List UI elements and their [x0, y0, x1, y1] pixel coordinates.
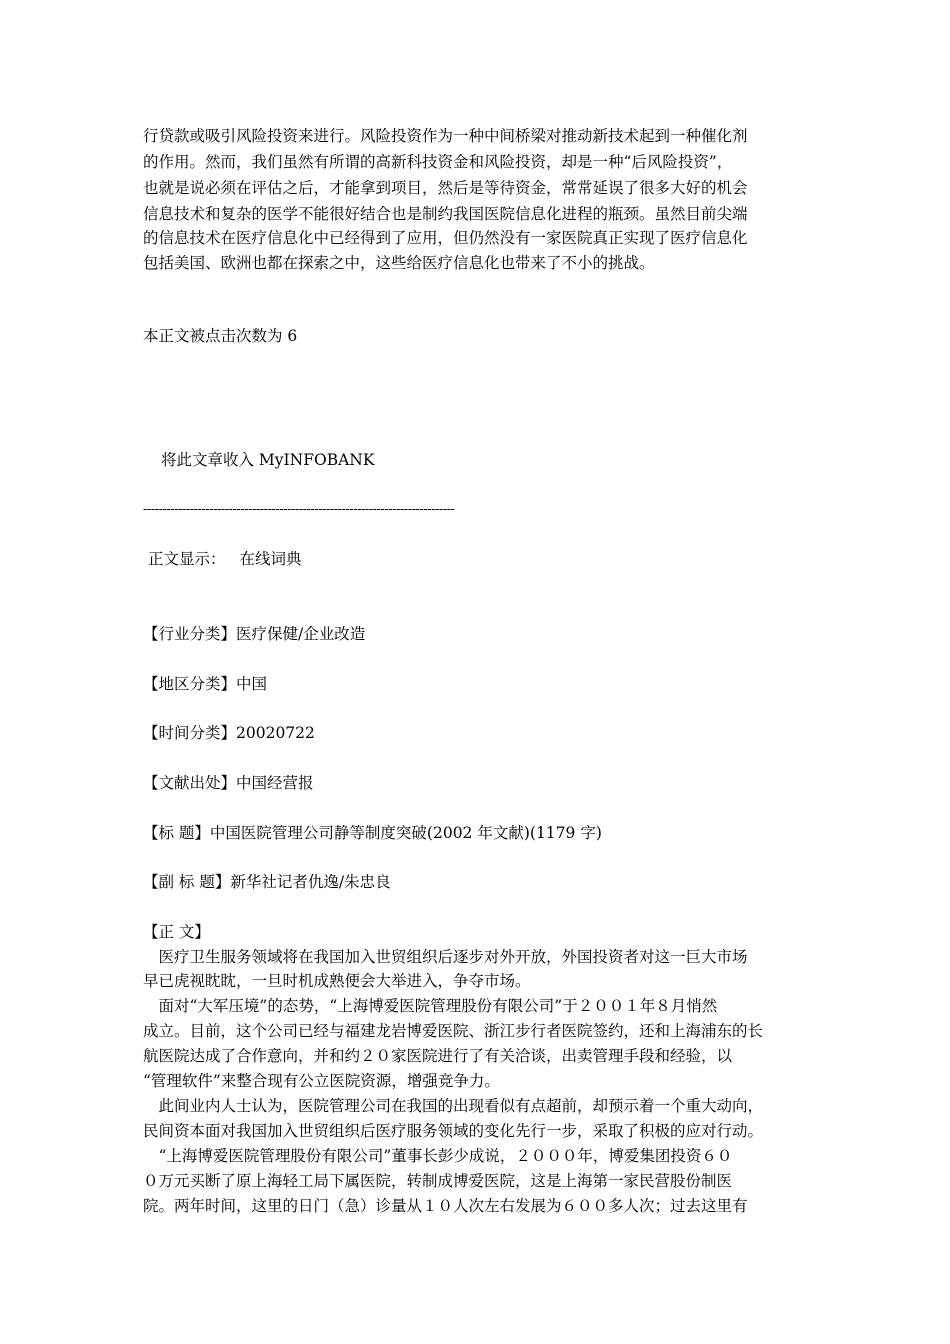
click-count-text: 本正文被点击次数为 6 [143, 327, 298, 345]
body-line: “管理软件”来整合现有公立医院资源，增强竞争力。 [143, 1072, 500, 1090]
body-line: 民间资本面对我国加入世贸组织后医疗服务领域的变化先行一步，采取了积极的应对行动。 [143, 1122, 764, 1140]
metadata-date: 【时间分类】20020722 [143, 724, 315, 742]
intro-line: 行贷款或吸引风险投资来进行。风险投资作为一种中间桥梁对推动新技术起到一种催化剂 [143, 127, 748, 145]
metadata-industry: 【行业分类】医疗保健/企业改造 [143, 625, 366, 643]
metadata-title: 【标 题】中国医院管理公司静等制度突破(2002 年文献)(1179 字) [143, 824, 602, 842]
display-options [148, 548, 302, 570]
save-to-myinfobank-link[interactable]: 将此文章收入 MyINFOBANK [161, 451, 375, 469]
online-dictionary-link[interactable]: 在线词典 [239, 550, 302, 568]
metadata-source: 【文献出处】中国经营报 [143, 774, 314, 792]
body-line: 院。两年时间，这里的日门（急）诊量从１０人次左右发展为６００多人次；过去这里有 [143, 1197, 748, 1215]
intro-line: 包括美国、欧洲也都在探索之中，这些给医疗信息化也带来了不小的挑战。 [143, 254, 655, 272]
intro-line: 的信息技术在医疗信息化中已经得到了应用，但仍然没有一家医院真正实现了医疗信息化 [143, 229, 748, 247]
divider-line: -------------------------------------------------------------------------------- [143, 502, 455, 517]
metadata-subtitle: 【副 标 题】新华社记者仇逸/朱忠良 [143, 873, 391, 891]
body-line: 此间业内人士认为，医院管理公司在我国的出现看似有点超前，却预示着一个重大动向， [143, 1097, 764, 1115]
metadata-region: 【地区分类】中国 [143, 675, 268, 693]
intro-line: 也就是说必须在评估之后，才能拿到项目，然后是等待资金，常常延误了很多大好的机会 [143, 179, 748, 197]
intro-line: 信息技术和复杂的医学不能很好结合也是制约我国医院信息化进程的瓶颈。虽然目前尖端 [143, 205, 748, 223]
body-line: “上海博爱医院管理股份有限公司”董事长彭少成说，２０００年，博爱集团投资６０ [143, 1147, 733, 1165]
body-line: 面对“大军压境”的态势，“上海博爱医院管理股份有限公司”于２００１年８月悄然 [143, 997, 718, 1015]
body-heading: 【正 文】 [143, 923, 210, 941]
body-line: 航医院达成了合作意向，并和约２０家医院进行了有关洽谈，出卖管理手段和经验，以 [143, 1047, 733, 1065]
intro-line: 的作用。然而，我们虽然有所谓的高新科技资金和风险投资，却是一种“后风险投资”， [143, 153, 733, 171]
body-line: 成立。目前，这个公司已经与福建龙岩博爱医院、浙江步行者医院签约，还和上海浦东的长 [143, 1022, 764, 1040]
body-line: 早已虎视眈眈，一旦时机成熟便会大举进入，争夺市场。 [143, 972, 531, 990]
body-line: ０万元买断了原上海轻工局下属医院，转制成博爱医院，这是上海第一家民营股份制医 [143, 1172, 733, 1190]
display-label: 正文显示： [148, 550, 226, 568]
body-line: 医疗卫生服务领域将在我国加入世贸组织后逐步对外开放，外国投资者对这一巨大市场 [143, 948, 748, 966]
